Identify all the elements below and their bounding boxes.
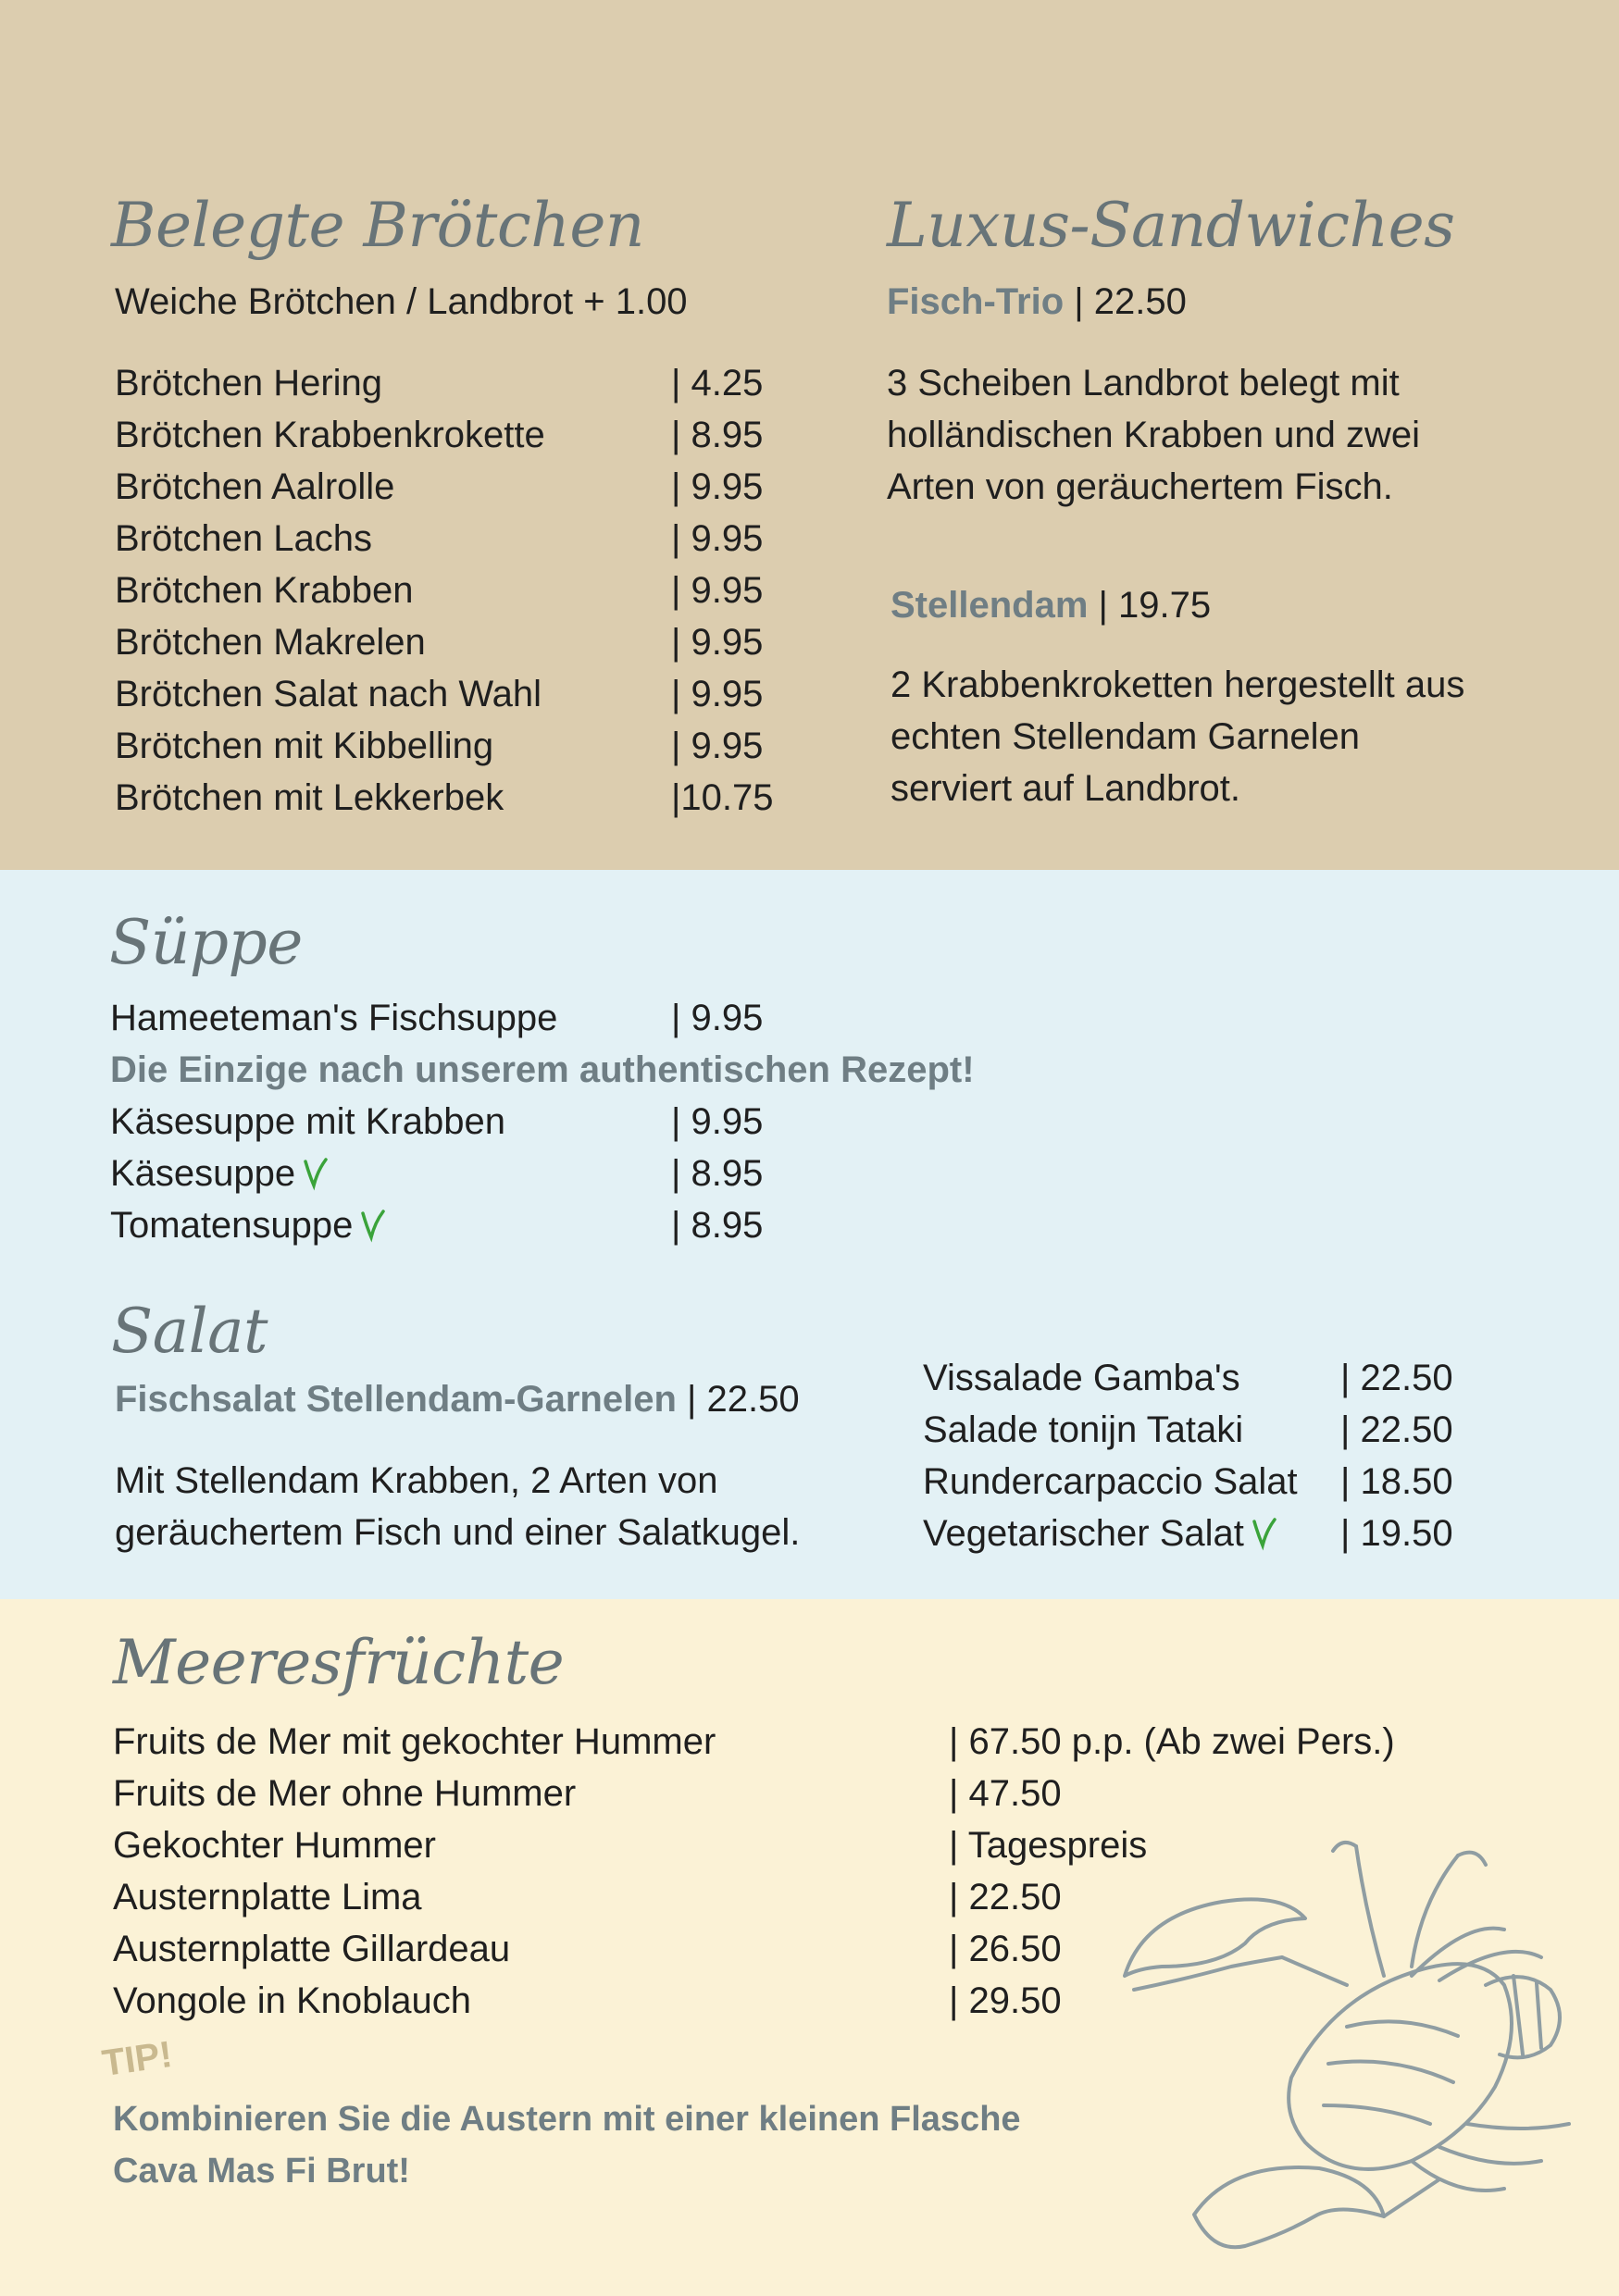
salat-title: Salat xyxy=(111,1296,268,1367)
menu-item-price: | 18.50 xyxy=(1340,1461,1453,1502)
menu-item-price: | 22.50 xyxy=(1340,1409,1453,1450)
fisch-trio-description: holländischen Krabben und zwei xyxy=(887,415,1420,455)
menu-item-name: Tomatensuppe xyxy=(110,1205,354,1246)
menu-item-name: Vissalade Gamba's xyxy=(923,1358,1240,1398)
menu-item-price: | 8.95 xyxy=(671,415,764,455)
menu-item-name: Brötchen Krabben xyxy=(115,570,414,611)
leaf-icon xyxy=(358,1206,386,1243)
fischsalat-description: geräuchertem Fisch und einer Salatkugel. xyxy=(115,1512,801,1553)
menu-item-price: | 9.95 xyxy=(671,674,764,714)
menu-item-name: Salade tonijn Tataki xyxy=(923,1409,1244,1450)
menu-item-price: | 29.50 xyxy=(949,1980,1062,2021)
meer-title: Meeresfrüchte xyxy=(113,1627,565,1698)
menu-item-price: | 19.50 xyxy=(1340,1513,1453,1554)
tip-text: Kombinieren Sie die Austern mit einer kleinen Flasche xyxy=(113,2100,1021,2139)
menu-item-vegetarian xyxy=(110,1199,386,1251)
stellendam-line xyxy=(890,579,1211,631)
menu-item-price: | 9.95 xyxy=(671,1101,764,1142)
menu-item-name: Fruits de Mer ohne Hummer xyxy=(113,1773,577,1814)
menu-item-name: Austernplatte Gillardeau xyxy=(113,1929,511,1969)
menu-item-name: Brötchen mit Lekkerbek xyxy=(115,777,504,818)
tip-text: Cava Mas Fi Brut! xyxy=(113,2152,410,2191)
stellendam-description: 2 Krabbenkroketten hergestellt aus xyxy=(890,664,1465,705)
menu-item-name: Brötchen Hering xyxy=(115,363,383,403)
menu-item-price: | 22.50 xyxy=(1340,1358,1453,1398)
menu-item-name: Brötchen Krabbenkrokette xyxy=(115,415,545,455)
suppe-note: Die Einzige nach unserem authentischen Rezept! xyxy=(110,1049,975,1090)
leaf-icon xyxy=(1250,1514,1277,1551)
lobster-illustration xyxy=(1106,1828,1588,2290)
menu-item-name: Vongole in Knoblauch xyxy=(113,1980,471,2021)
menu-item-price: | 8.95 xyxy=(671,1205,764,1246)
menu-item-name: Fruits de Mer mit gekochter Hummer xyxy=(113,1721,716,1762)
menu-item-price: | 26.50 xyxy=(949,1929,1062,1969)
menu-item-price: | 9.95 xyxy=(671,466,764,507)
menu-item-name: Käsesuppe mit Krabben xyxy=(110,1101,505,1142)
menu-item-price: |10.75 xyxy=(671,777,774,818)
fisch-trio-description: Arten von geräuchertem Fisch. xyxy=(887,466,1393,507)
fisch-trio-name: Fisch-Trio xyxy=(887,281,1065,322)
fischsalat-name: Fischsalat Stellendam-Garnelen xyxy=(115,1379,677,1420)
fischsalat-description: Mit Stellendam Krabben, 2 Arten von xyxy=(115,1460,718,1501)
stellendam-description: serviert auf Landbrot. xyxy=(890,768,1240,809)
suppe-title: Süppe xyxy=(109,907,303,978)
menu-item-vegetarian xyxy=(110,1148,329,1199)
belegte-subtitle: Weiche Brötchen / Landbrot + 1.00 xyxy=(115,281,688,322)
menu-item-vegetarian xyxy=(923,1508,1277,1559)
menu-item-price: | 47.50 xyxy=(949,1773,1062,1814)
menu-item-price: | 9.95 xyxy=(671,622,764,663)
fischsalat-price: | 22.50 xyxy=(676,1379,800,1420)
fischsalat-line xyxy=(115,1373,800,1425)
menu-item-price: | 9.95 xyxy=(671,726,764,766)
menu-item-price: | 9.95 xyxy=(671,570,764,611)
menu-item-price: | 22.50 xyxy=(949,1877,1062,1917)
menu-item-name: Brötchen mit Kibbelling xyxy=(115,726,494,766)
menu-item-name: Brötchen Aalrolle xyxy=(115,466,395,507)
menu-item-price: | Tagespreis xyxy=(949,1825,1148,1866)
menu-item-price: | 4.25 xyxy=(671,363,764,403)
menu-item-price: | 9.95 xyxy=(671,518,764,559)
menu-item-price: | 8.95 xyxy=(671,1153,764,1194)
stellendam-name: Stellendam xyxy=(890,585,1089,626)
menu-item-name: Austernplatte Lima xyxy=(113,1877,422,1917)
menu-item-price: | 67.50 p.p. (Ab zwei Pers.) xyxy=(949,1721,1395,1762)
stellendam-description: echten Stellendam Garnelen xyxy=(890,716,1360,757)
leaf-icon xyxy=(301,1154,329,1191)
menu-item-name: Gekochter Hummer xyxy=(113,1825,436,1866)
stellendam-price: | 19.75 xyxy=(1088,585,1212,626)
fisch-trio-description: 3 Scheiben Landbrot belegt mit xyxy=(887,363,1400,403)
menu-item-name: Vegetarischer Salat xyxy=(923,1513,1244,1554)
luxus-title: Luxus-Sandwiches xyxy=(887,190,1455,261)
menu-item-name: Käsesuppe xyxy=(110,1153,296,1194)
tip-label: TIP! xyxy=(99,2033,175,2085)
menu-item-name: Brötchen Salat nach Wahl xyxy=(115,674,542,714)
menu-item-name: Hameeteman's Fischsuppe xyxy=(110,998,558,1038)
menu-item-name: Brötchen Lachs xyxy=(115,518,372,559)
menu-item-name: Brötchen Makrelen xyxy=(115,622,426,663)
belegte-title: Belegte Brötchen xyxy=(111,190,644,261)
fisch-trio-line xyxy=(887,276,1187,328)
fisch-trio-price: | 22.50 xyxy=(1064,281,1187,322)
menu-item-name: Rundercarpaccio Salat xyxy=(923,1461,1298,1502)
menu-item-price: | 9.95 xyxy=(671,998,764,1038)
